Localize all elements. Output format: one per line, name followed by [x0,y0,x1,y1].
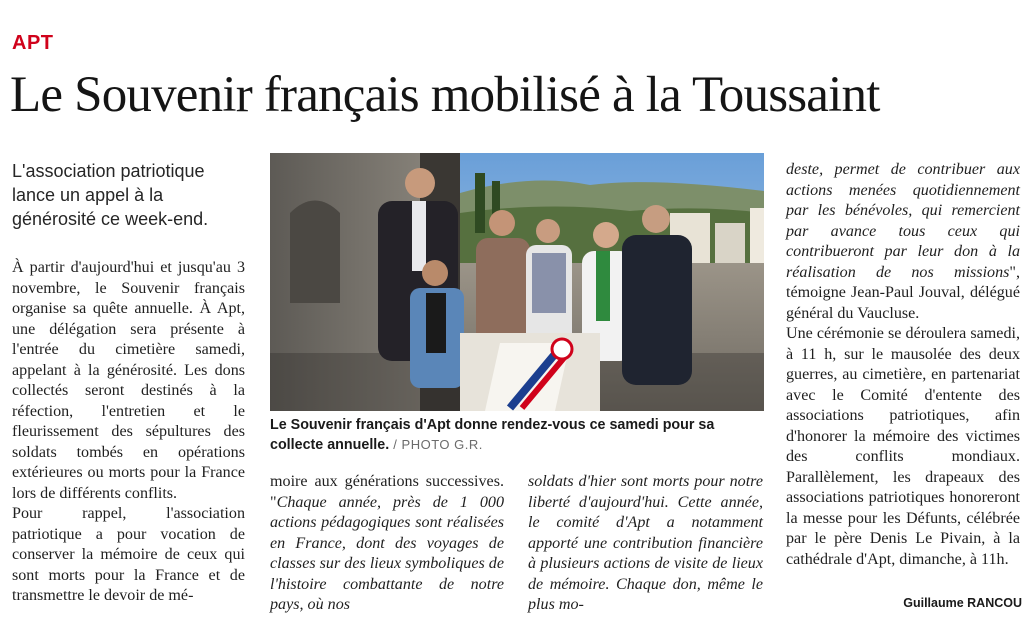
quote-middle-paragraph [528,472,763,616]
quote-start: Chaque année, près de 1 000 actions pédagogiques sont réalisées en France, dont des voyages de classes sur des lieux symboliques de l'histoire combattante de notre pays, où nos [270,493,504,613]
quote-end-paragraph [786,160,1020,324]
paragraph-mission-continued [270,472,504,616]
article-column-1 [12,258,245,607]
photo-credit: / PHOTO G.R. [389,437,483,452]
article-column-4 [786,160,1020,570]
quote-attribution: ", témoigne Jean-Paul Jouval, délégué général du Vaucluse. [786,263,1020,322]
group-photo-illustration [270,153,764,411]
article-photo [270,153,764,411]
quote-middle: soldats d'hier sont morts pour notre liberté d'aujourd'hui. Cette année, le comité d'Apt a notamment apporté une contribution financière à plusieurs actions de visite de lieux de mémoire. Chaque don, même le plus mo- [528,473,763,613]
paragraph-mission-plain: moire aux générations successives. " [270,473,504,511]
photo-caption-text: Le Souvenir français d'Apt donne rendez-vous ce samedi pour sa collecte annuelle. [270,417,715,453]
section-kicker: APT [12,32,54,54]
photo-caption [270,416,764,455]
article-column-3 [528,472,763,616]
article-author: Guillaume RANCOU [903,596,1022,610]
paragraph-intro: À partir d'aujourd'hui et jusqu'au 3 novembre, le Souvenir français organise sa quête annuelle. À Apt, une délégation sera présente à l'entrée du cimetière samedi, appelant à la générosité. Les dons collectés seront destinés à la réfection, l'entretien et le fleurissement des sépultures des soldats tombés en opérations extérieures ou morts pour la France lors de différents conflits. [12,259,245,502]
article-headline: Le Souvenir français mobilisé à la Toussaint [10,67,880,123]
quote-end: deste, permet de contribuer aux actions menées quotidiennement par les bénévoles, qui remercient par avance tous ceux qui contribueront par leur don à la réalisation de nos missions [786,161,1020,281]
paragraph-mission-start: Pour rappel, l'association patriotique a pour vocation de conserver la mémoire de ceux qui sont morts pour la France et de transmettre le devoir de mé- [12,505,245,604]
paragraph-ceremony: Une cérémonie se déroulera samedi, à 11 h, sur le mausolée des deux guerres, au cimetière, en partenariat avec le Comité d'entente des associations patriotiques, afin d'honorer la mémoire des victimes des conflits mondiaux. Parallèlement, les drapeaux des associations patriotiques honoreront la messe pour les Défunts, célébrée par le père Denis Le Pivain, à la cathédrale d'Apt, dimanche, à 11h. [786,325,1020,568]
article-lead: L'association patriotique lance un appel à la générosité ce week-end. [12,161,209,229]
article-column-2 [270,472,504,616]
